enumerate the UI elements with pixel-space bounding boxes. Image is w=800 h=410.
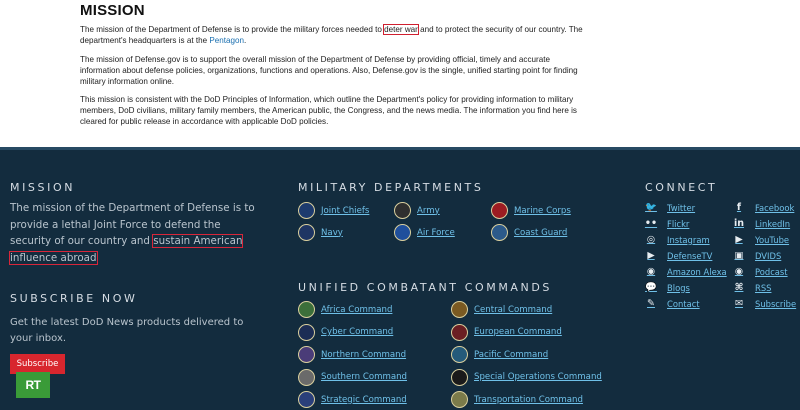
military-link-coast-guard[interactable] bbox=[491, 224, 567, 241]
connect-link-label: Contact bbox=[667, 298, 700, 309]
pentagon-link[interactable]: Pentagon bbox=[209, 36, 244, 45]
command-link-strategic-command[interactable] bbox=[298, 391, 407, 408]
instagram-icon: ◎ bbox=[646, 234, 656, 245]
principles-paragraph: This mission is consistent with the DoD Principles of Information, which outline the Department's policy for providing information to military members, DoD civilians, military family members, the American public, the Congress, and the news media. The information you find here is cleared for public release in accordance with applicable DoD policies. bbox=[80, 95, 577, 126]
site-footer bbox=[0, 147, 800, 410]
footer-highlighted-phrase: sustain American influence abroad bbox=[10, 235, 243, 264]
command-link-transportation-command[interactable] bbox=[451, 391, 583, 408]
military-link-label: Army bbox=[417, 205, 440, 216]
command-link-label: Special Operations Command bbox=[474, 372, 602, 382]
navy-seal-icon bbox=[298, 224, 315, 241]
cyber-command-seal-icon bbox=[298, 324, 315, 341]
facebook-icon: f bbox=[736, 202, 742, 213]
european-command-seal-icon bbox=[451, 324, 468, 341]
mission-content bbox=[0, 0, 800, 147]
coast-guard-seal-icon bbox=[491, 224, 508, 241]
highlighted-phrase: deter war bbox=[384, 25, 418, 34]
joint-chiefs-seal-icon bbox=[298, 202, 315, 219]
connect-link-label: YouTube bbox=[755, 234, 790, 245]
military-link-army[interactable] bbox=[394, 202, 440, 219]
connect-link-rss[interactable] bbox=[733, 282, 771, 293]
military-link-label: Air Force bbox=[417, 227, 455, 238]
connect-link-label: LinkedIn bbox=[755, 218, 791, 229]
mission-paragraph bbox=[80, 24, 585, 46]
connect-link-youtube[interactable] bbox=[733, 234, 789, 245]
southern-command-seal-icon bbox=[298, 369, 315, 386]
contact-icon: ✎ bbox=[647, 298, 655, 309]
unified-commands-title: UNIFIED COMBATANT COMMANDS bbox=[298, 281, 553, 294]
command-link-label: Northern Command bbox=[321, 349, 407, 360]
subscribe-text: Get the latest DoD News products delivered to your inbox. bbox=[10, 317, 244, 344]
military-link-label: Joint Chiefs bbox=[321, 205, 370, 216]
northern-command-seal-icon bbox=[298, 346, 315, 363]
command-link-northern-command[interactable] bbox=[298, 346, 406, 363]
command-link-pacific-command[interactable] bbox=[451, 346, 548, 363]
strategic-command-seal-icon bbox=[298, 391, 315, 408]
connect-title: CONNECT bbox=[645, 181, 718, 194]
connect-link-dvids[interactable] bbox=[733, 250, 781, 261]
command-link-label: Strategic Command bbox=[321, 394, 407, 405]
command-link-cyber-command[interactable] bbox=[298, 324, 393, 341]
subscribe-title: SUBSCRIBE NOW bbox=[10, 292, 138, 305]
military-link-marine-corps[interactable] bbox=[491, 202, 571, 219]
connect-link-label: Instagram bbox=[667, 234, 710, 245]
defensetv-icon: ▶ bbox=[647, 250, 655, 261]
connect-link-label: Subscribe bbox=[755, 298, 797, 309]
connect-link-label: Podcast bbox=[755, 266, 788, 277]
connect-link-defensetv[interactable] bbox=[645, 250, 712, 261]
command-link-africa-command[interactable] bbox=[298, 301, 392, 318]
command-link-label: Southern Command bbox=[321, 372, 407, 382]
command-link-special-operations-command[interactable] bbox=[451, 369, 602, 386]
connect-link-label: Blogs bbox=[667, 282, 690, 293]
command-link-label: Pacific Command bbox=[474, 349, 549, 360]
military-link-label: Marine Corps bbox=[514, 205, 571, 216]
connect-link-label: DefenseTV bbox=[667, 250, 713, 261]
command-link-label: Cyber Command bbox=[321, 327, 394, 337]
podcast-icon: ◉ bbox=[734, 266, 744, 277]
connect-link-twitter[interactable] bbox=[645, 202, 695, 213]
alexa-icon: ◉ bbox=[646, 266, 656, 277]
footer-mission-text bbox=[10, 200, 260, 266]
connect-link-linkedin[interactable] bbox=[733, 218, 790, 229]
connect-link-facebook[interactable] bbox=[733, 202, 794, 213]
air-force-seal-icon bbox=[394, 224, 411, 241]
central-command-seal-icon bbox=[451, 301, 468, 318]
connect-link-label: DVIDS bbox=[755, 250, 782, 261]
connect-link-flickr[interactable] bbox=[645, 218, 689, 229]
command-link-label: European Command bbox=[474, 327, 562, 337]
connect-link-blogs[interactable] bbox=[645, 282, 690, 293]
subscribe-icon: ✉ bbox=[735, 298, 743, 309]
footer-mission-title: MISSION bbox=[10, 181, 76, 194]
africa-command-seal-icon bbox=[298, 301, 315, 318]
military-link-air-force[interactable] bbox=[394, 224, 455, 241]
footer-mission-text-start: The mission of the Department of Defense is to provide a lethal Joint Force to defend the security of our country and bbox=[10, 202, 255, 247]
command-link-central-command[interactable] bbox=[451, 301, 552, 318]
connect-link-label: Twitter bbox=[667, 202, 696, 213]
mission-text-middle: and to protect the security of our country. The department's headquarters is at the bbox=[80, 25, 583, 45]
defense-gov-paragraph: The mission of Defense.gov is to support the overall mission of the Department of Defense by providing official, timely and accurate information about defense policies, organizations, functions and operations. Also, Defense.gov is the single, unified starting point for finding military information online. bbox=[80, 55, 578, 86]
subscribe-button[interactable]: Subscribe bbox=[10, 354, 65, 374]
connect-link-subscribe[interactable] bbox=[733, 298, 796, 309]
connect-link-instagram[interactable] bbox=[645, 234, 710, 245]
army-seal-icon bbox=[394, 202, 411, 219]
military-link-label: Navy bbox=[321, 227, 343, 238]
connect-link-podcast[interactable] bbox=[733, 266, 788, 277]
transportation-command-seal-icon bbox=[451, 391, 468, 408]
military-link-joint-chiefs[interactable] bbox=[298, 202, 369, 219]
connect-link-amazon-alexa[interactable] bbox=[645, 266, 727, 277]
command-link-southern-command[interactable] bbox=[298, 369, 407, 386]
pacific-command-seal-icon bbox=[451, 346, 468, 363]
military-link-label: Coast Guard bbox=[514, 227, 568, 238]
command-link-label: Africa Command bbox=[321, 304, 393, 315]
mission-text-end: . bbox=[243, 36, 247, 45]
command-link-european-command[interactable] bbox=[451, 324, 562, 341]
connect-link-label: Flickr bbox=[667, 218, 690, 229]
linkedin-icon: in bbox=[733, 218, 745, 229]
blogs-icon: 💬 bbox=[645, 282, 657, 293]
marine-corps-seal-icon bbox=[491, 202, 508, 219]
connect-link-label: Facebook bbox=[755, 202, 795, 213]
page-title: MISSION bbox=[80, 2, 145, 19]
mission-text-start: The mission of the Department of Defense is to provide the military forces needed to bbox=[80, 25, 385, 34]
connect-link-label: Amazon Alexa bbox=[667, 266, 727, 277]
command-link-label: Transportation Command bbox=[474, 394, 583, 405]
connect-link-contact[interactable] bbox=[645, 298, 700, 309]
flickr-icon: •• bbox=[644, 218, 658, 229]
connect-link-label: RSS bbox=[755, 282, 772, 293]
rss-icon: ⌘ bbox=[734, 282, 744, 293]
rt-logo: RT bbox=[16, 372, 50, 398]
military-link-navy[interactable] bbox=[298, 224, 343, 241]
dvids-icon: ▣ bbox=[734, 250, 744, 261]
special-operations-command-seal-icon bbox=[451, 369, 468, 386]
youtube-icon: ▶ bbox=[735, 234, 743, 245]
command-link-label: Central Command bbox=[474, 304, 553, 315]
twitter-icon: 🐦 bbox=[645, 202, 657, 213]
military-departments-title: MILITARY DEPARTMENTS bbox=[298, 181, 484, 194]
